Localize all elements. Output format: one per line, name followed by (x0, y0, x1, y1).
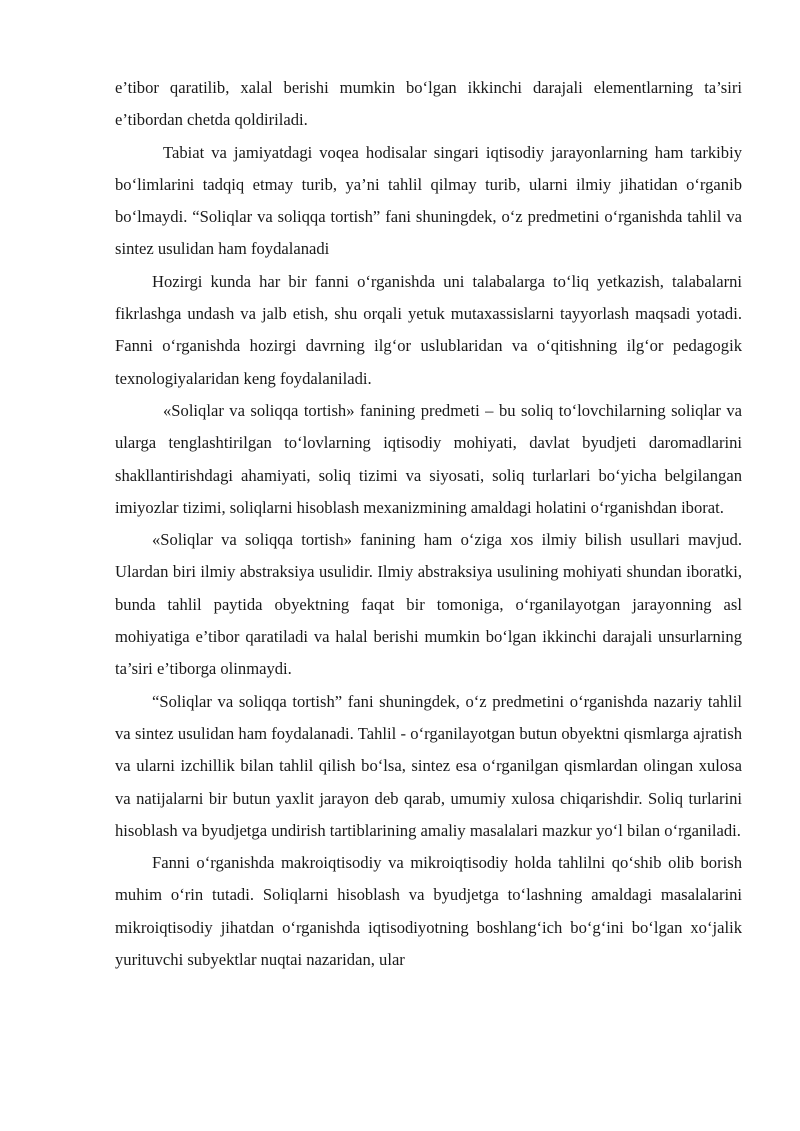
paragraph-analysis-synthesis: “Soliqlar va soliqqa tortish” fani shuningdek, o‘z predmetini o‘rganishda nazariy tahlil va sintez usulidan ham foydalanadi. Tahlil - o‘rganilayotgan butun obyektni qismlarga ajratish va ularni izchillik bilan tahlil qilish bo‘lsa, sintez esa o‘rganilgan qismlardan olingan xulosa va natijalarni bir butun yaxlit jarayon deb qarab, umumiy xulosa chiqarishdir. Soliq turlarini hisoblash va byudjetga undirish tartiblarining amaliy masalalari mazkur yo‘l bilan o‘rganiladi. (115, 691, 742, 840)
paragraph-teaching-methods: Hozirgi kunda har bir fanni o‘rganishda uni talabalarga to‘liq yetkazish, talabalarni fikrlashga undash va jalb etish, shu orqali yetuk mutaxassislarni tayyorlash maqsadi yotadi. Fanni o‘rganishda hozirgi davrning ilg‘or uslublaridan va o‘qitishning ilg‘or pedagogik texnologiyalaridan keng foydalaniladi. (115, 271, 742, 388)
paragraph-economic-processes: Tabiat va jamiyatdagi voqea hodisalar singari iqtisodiy jarayonlarning ham tarkibiy bo‘limlarini tadqiq etmay turib, ya’ni tahlil qilmay turib, ularni ilmiy jihatidan o‘rganib bo‘lmaydi. “Soliqlar va soliqqa tortish” fani shuningdek, o‘z predmetini o‘rganishda tahlil va sintez usulidan ham foydalanadi (115, 142, 742, 259)
paragraph-macro-micro: Fanni o‘rganishda makroiqtisodiy va mikroiqtisodiy holda tahlilni qo‘shib olib borish muhim o‘rin tutadi. Soliqlarni hisoblash va byudjetga to‘lashning amaldagi masalalarini mikroiqtisodiy jihatdan o‘rganishda iqtisodiyotning boshlang‘ich bo‘g‘ini bo‘lgan xo‘jalik yurituvchi subyektlar nuqtai nazaridan, ular (115, 853, 742, 970)
paragraph-continuation: e’tibor qaratilib, xalal berishi mumkin bo‘lgan ikkinchi darajali elementlarning ta’siri e’tibordan chetda qoldiriladi. (115, 78, 742, 130)
paragraph-subject-definition: «Soliqlar va soliqqa tortish» fanining predmeti – bu soliq to‘lovchilarning soliqlar va ularga tenglashtirilgan to‘lovlarning iqtisodiy mohiyati, davlat byudjeti daromadlarini shakllantirishdagi ahamiyati, soliq tizimi va siyosati, soliq turlarlari bo‘yicha belgilangan imiyozlar tizimi, soliqlarni hisoblash mexanizmining amaldagi holatini o‘rganishdan iborat. (115, 400, 742, 517)
paragraph-scientific-abstraction: «Soliqlar va soliqqa tortish» fanining ham o‘ziga xos ilmiy bilish usullari mavjud. Ulardan biri ilmiy abstraksiya usulidir. Ilmiy abstraksiya usulining mohiyati shundan iboratki, bunda tahlil paytida obyektning faqat bir tomoniga, o‘rganilayotgan jarayonning asl mohiyatiga e’tibor qaratiladi va halal berishi mumkin bo‘lgan ikkinchi darajali unsurlarning ta’siri e’tiborga olinmaydi. (115, 530, 742, 679)
document-page (115, 72, 742, 976)
